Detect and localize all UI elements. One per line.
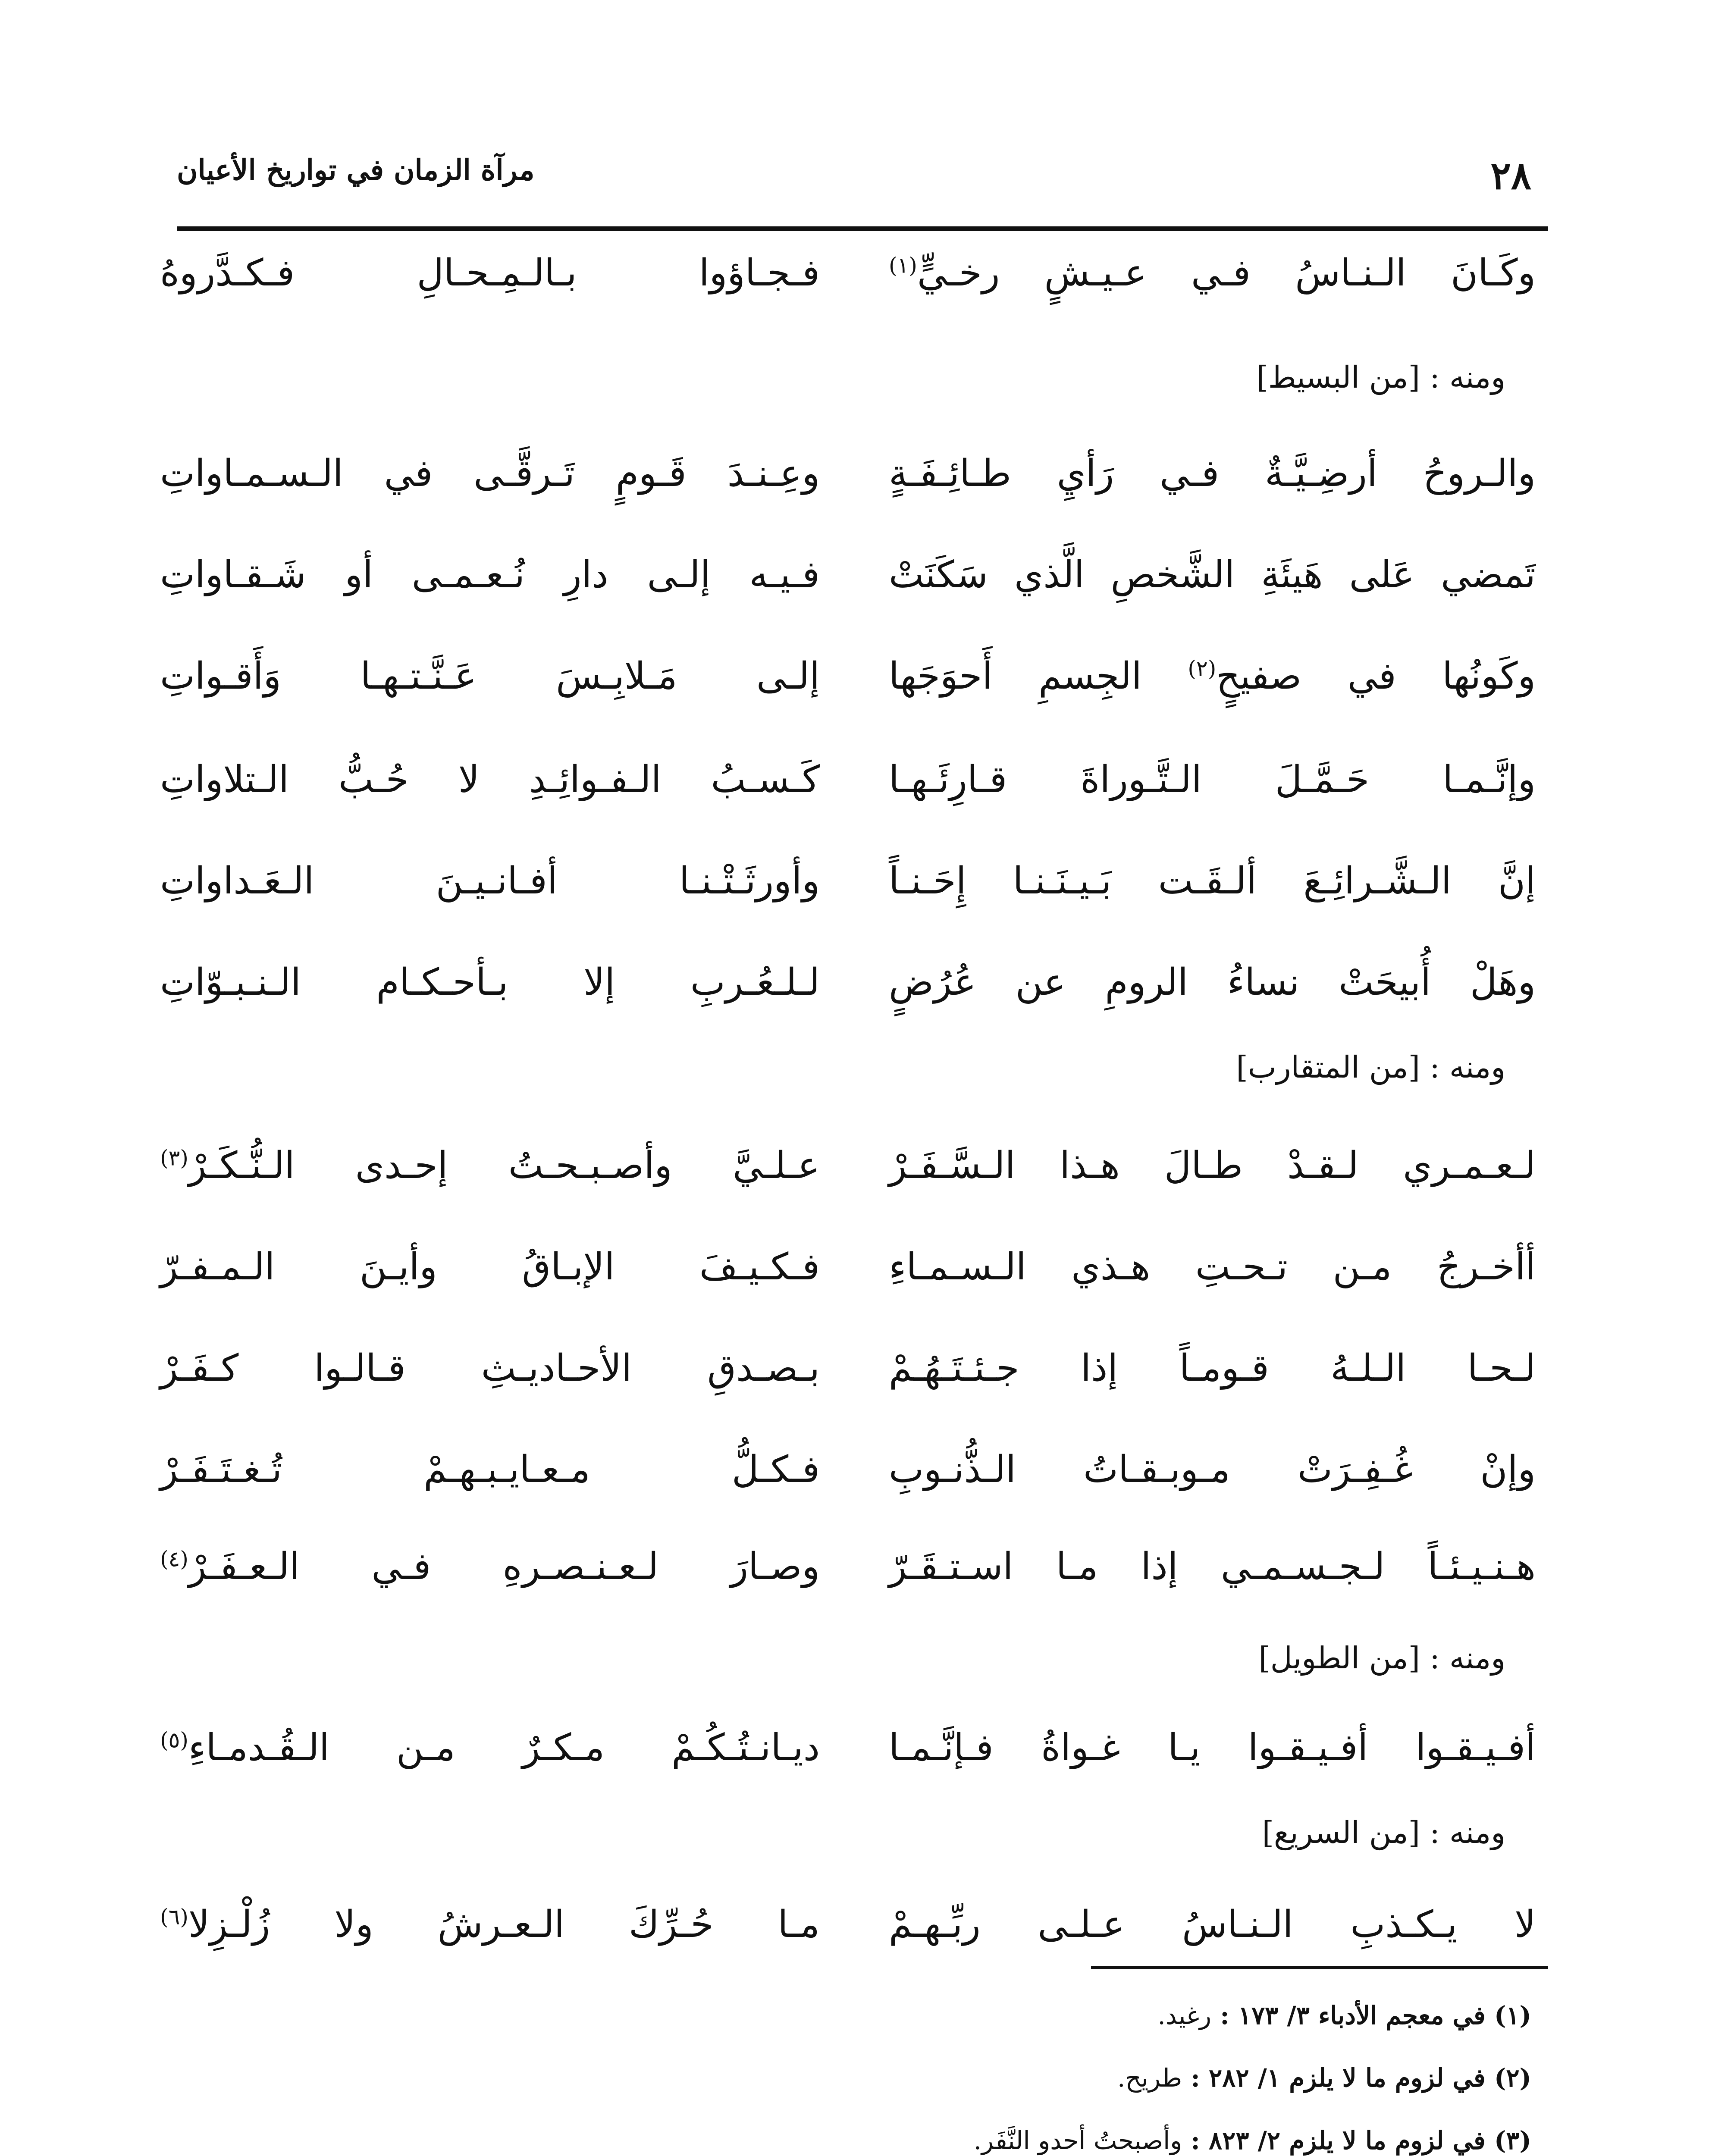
footnote-ref: (١) <box>889 253 917 278</box>
footnote-ref: (٣) <box>160 1145 188 1171</box>
verse-hemistich-left: فـجـاؤوا بـالـمِـحـالِ فـكـدَّروهُ <box>160 251 820 295</box>
verse-hemistich-right: لـحـا الـلـهُ قـومـاً إذا جـئـتَـهُـمْ <box>889 1347 1536 1390</box>
verse-hemistich-right: وهَلْ أُبيحَتْ نساءُ الرومِ عن عُرُضٍ <box>889 961 1536 1004</box>
verse-hemistich-right: وكَونُها في صفيحٍ$^{(٢)}$ الجِسمِ أَحوَجَها <box>889 655 1536 698</box>
verse-hemistich-right: أأخـرجُ مـن تـحـتِ هـذي الـسـمـاءِ <box>889 1245 1536 1288</box>
meter-label: ومنه : [من البسيط] <box>1256 360 1505 395</box>
verse-hemistich-left: كَـسـبُ الـفـوائِـدِ لا حُـبُّ الـتلاواتِ <box>160 758 820 801</box>
footnote-ref: (٥) <box>160 1727 188 1753</box>
meter-label: ومنه : [من السريع] <box>1262 1815 1505 1850</box>
verse-hemistich-left: وعِـنـدَ قَـومٍ تَـرقَّـى في الـسـمـاواتِ <box>160 452 820 495</box>
verse-hemistich-left: ديـانـتُـكُـمْ مـكـرٌ مـن الـقُـدمـاءِ$^{(٥)}$ <box>160 1726 820 1769</box>
verse-hemistich-right: هـنـيـئـاً لـجـسـمـي إذا مـا اسـتـقَـرّ <box>889 1545 1536 1588</box>
verse-hemistich-right: لـعـمـري لـقـدْ طـالَ هـذا الـسَّـفَـرْ <box>889 1144 1536 1187</box>
verse-hemistich-left: لـلـعُـربِ إلا بـأحـكـام الـنـبـوّاتِ <box>160 961 820 1004</box>
verse-hemistich-left: وصـارَ لـعـنـصـرهِ فـي الـعـفَـرْ$^{(٤)}$ <box>160 1545 820 1588</box>
header-rule <box>177 226 1548 231</box>
footnote: (٣) في لزوم ما لا يلزم ٢/ ٨٢٣ : وأصبحتُ أحدو النَّفَر. <box>973 2126 1531 2155</box>
verse-hemistich-left: مـا حُـرِّكَ الـعـرشُ ولا زُلْـزِلا$^{(٦)}$ <box>160 1903 820 1946</box>
verse-hemistich-right: وإنَّـمـا حَـمَّـلَ الـتَّـوراةَ قـارِئَـهـا <box>889 758 1536 801</box>
footnote: (٢) في لزوم ما لا يلزم ١/ ٢٨٢ : طريح. <box>1117 2063 1531 2093</box>
verse-hemistich-right: أفـيـقـوا أفـيـقـوا يـا غـواةُ فـإنَّـمـا <box>889 1726 1536 1769</box>
footnote-ref: (٦) <box>160 1904 188 1930</box>
verse-hemistich-right: لا يـكـذبِ الـنـاسُ عـلـى ربِّـهـمْ <box>889 1903 1536 1946</box>
footnote: (١) في معجم الأدباء ٣/ ١٧٣ : رغيد. <box>1157 2001 1531 2030</box>
footnote-rule <box>1091 1966 1548 1969</box>
verse-hemistich-right: تَمضي عَلى هَيئَةِ الشَّخصِ الَّذي سَكَنَتْ <box>889 553 1536 596</box>
verse-hemistich-left: وأورثَـتْـنـا أفـانـيـنَ الـعَـداواتِ <box>160 859 820 903</box>
page-number: ٢٨ <box>1490 153 1531 198</box>
meter-label: ومنه : [من الطويل] <box>1258 1640 1505 1676</box>
running-title: مرآة الزمان في تواريخ الأعيان <box>177 153 535 187</box>
verse-hemistich-left: بـصـدقِ الأحـاديـثِ قـالـوا كـفَـرْ <box>160 1347 820 1390</box>
meter-label: ومنه : [من المتقارب] <box>1236 1050 1505 1085</box>
verse-hemistich-right: وإنْ غُـفِـرَتْ مـوبـقـاتُ الـذُّنـوبِ <box>889 1448 1536 1491</box>
verse-hemistich-right: والـروحُ أرضِـيَّـةٌ فـي رَأيِ طـائِـفَـةٍ <box>889 452 1536 495</box>
verse-hemistich-left: فـكـلُّ مـعـايـبـهـمْ تُـغـتَـفَـرْ <box>160 1448 820 1491</box>
verse-hemistich-right: وكَـانَ الـنـاسُ فـي عـيـشٍ رخـيٍّ$^{(١)}$ <box>889 251 1536 295</box>
verse-hemistich-right: إنَّ الـشَّـرائِـعَ ألـقَـت بَـيـنَـنـا إِحَـنـاً <box>889 859 1536 903</box>
verse-hemistich-left: فـيـه إلـى دارِ نُـعـمـى أو شَـقـاواتِ <box>160 553 820 596</box>
footnote-ref: (٤) <box>160 1546 188 1572</box>
verse-hemistich-left: عـلـيَّ وأصـبـحـتُ إحـدى الـنُّـكَـرْ$^{(٣)}$ <box>160 1144 820 1187</box>
footnote-ref: (٢) <box>1188 656 1217 681</box>
verse-hemistich-left: فـكـيـفَ الإبـاقُ وأيـنَ الـمـفـرّ <box>160 1245 820 1288</box>
verse-hemistich-left: إلـى مَـلابِـسَ عَـنَّـتـهـا وَأَقـواتِ <box>160 655 820 698</box>
